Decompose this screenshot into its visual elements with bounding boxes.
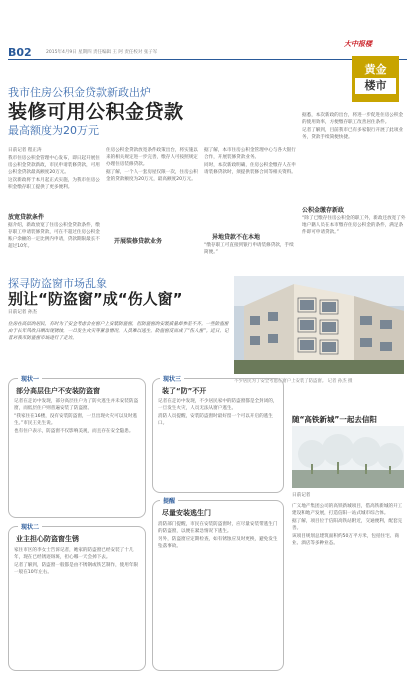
paragraph: 我市住房公积金管理中心发布，即日起开展住房公积金贷款新政，市民申请装修贷款，可用公积金贷款最高额度20万元。 — [8, 156, 100, 175]
story1-subhead-a: 放宽贷款条件 — [8, 214, 45, 221]
story2-kicker: 探寻防盗窗市场乱象 — [8, 277, 107, 290]
story1-kicker: 我市住房公积金贷款新政出炉 — [8, 86, 151, 99]
paragraph: 据了解，本市住房公积金管理中心与各大银行合作，开展装修贷款业务。 — [204, 148, 296, 160]
story1-subtitle: 最高额度为20万元 — [8, 124, 99, 137]
paragraph: 记者了解到，防盗窗一般都是由不锈钢或铁艺制作，使用年限一般在10年左右。 — [14, 563, 139, 575]
box4-body — [158, 521, 280, 551]
paragraph: 家住市区的李女士告诉记者，她家的防盗窗已经安装了十几年，现在已经锈迹斑斑，担心哪一天会掉下去。 — [14, 548, 134, 560]
box3-tag: 现状三 — [160, 374, 184, 383]
story1-title: 装修可用公积金贷款 — [8, 101, 184, 123]
story1-col3 — [204, 147, 298, 177]
paragraph: 消防部门提醒，市民在安装防盗窗时，应尽量安装带逃生门的防盗窗，以便在紧急情况下逃生。 — [158, 522, 278, 534]
photo-caption: 不少居民为了安全考虑在窗户上安装了防盗窗。 记者 孙杰 摄 — [234, 379, 353, 384]
paragraph: 据悉，本次新政的出台，将进一步促进住房公积金的使用效率，方便缴存职工改善居住条件。 — [302, 113, 404, 125]
section-line-2: 楼市 — [355, 78, 396, 94]
paragraph: 也有住户表示，防盗窗不仅影响美观，而且存在安全隐患。 — [14, 429, 134, 434]
box1-tag: 现状一 — [18, 374, 42, 383]
page-info: 2015年4月9日 星期四 责任编辑 王 阿 责任校对 张子军 — [46, 50, 158, 55]
box3-body — [158, 398, 280, 428]
box2-head: 业主担心防盗窗生锈 — [16, 535, 79, 543]
paragraph: 记者了解到，目前我市已有多家银行开展了此项业务，贷款手续简便快捷。 — [302, 128, 404, 140]
box2-body — [14, 547, 142, 577]
story1-subhead-c: 异地贷款不在本地 — [212, 234, 261, 241]
box2-tag: 现状二 — [18, 522, 42, 531]
paragraph: “缴存职工可直接到银行申请装修贷款，手续简便。” — [204, 243, 294, 255]
tree-photo — [292, 426, 404, 488]
paragraph: 广义地产集团公司的高铁新城项目，借高铁新城的开工建设和地产发展，打造信阳一站式城市综合体。 — [292, 504, 403, 516]
paragraph: 这次新政将于本月起正式实施，为我市住房公积金缴存职工提供了更多便利。 — [8, 178, 100, 190]
paragraph: 记者在走访中发现，不少居民家中的防盗窗都是全封闭的，一旦发生火灾，人员无法从窗户逃生。 — [158, 399, 278, 411]
story3-title: 随“高铁新城”一起去信阳 — [292, 415, 377, 424]
paragraph: 据介绍，新政放宽了住房公积金贷款条件，缴存职工申请装修贷款，可在不超过住房公积金账户余额的一定比例内申请，贷款期限最长不超过10年。 — [8, 223, 100, 249]
paragraph: “我家住在16楼，没有安装防盗窗，一旦出现火灾可以及时逃生。”市民王先生说。 — [14, 414, 138, 426]
paragraph: 住房公积金贷款放宽条件政策出台，将实施以来的相关规定进一步完善，缴存人可按照规定办理住房装修贷款。 — [106, 148, 198, 167]
story1-col2 — [106, 147, 200, 184]
story1-subhead-b: 开展装修贷款业务 — [114, 238, 163, 245]
box3-head: 装了“防”不开 — [162, 387, 207, 395]
paragraph: 同时，本次新政明确，住房公积金缴存人在申请装修贷款时，须提供装修合同等相关资料。 — [204, 163, 296, 175]
newspaper-logo: 大中报楼 — [344, 40, 372, 48]
paragraph: “除了已缴存住房公积金的职工外，新政还放宽了外地户籍人员在本市缴存住房公积金的条件，满足条件即可申请贷款。” — [302, 216, 406, 235]
story2-byline: 日前记者 孙杰 — [8, 310, 38, 315]
page-code: B02 — [8, 46, 32, 59]
box4-head: 尽量安装逃生门 — [162, 509, 211, 517]
building-photo-image — [234, 276, 404, 374]
box1-body — [14, 398, 142, 436]
paragraph: 该项目规划总建筑面积约50万平方米，包括住宅、商业、酒店等多种业态。 — [292, 534, 399, 546]
story1-col1b — [8, 222, 102, 251]
paragraph: 据了解，一个人一套房屋仅限一次，住房公积金的贷款额度为20万元，最高额度20万元。 — [106, 170, 198, 182]
story2-title: 别让“防盗窗”成“伤人窗” — [8, 290, 183, 308]
section-line-1: 黄金 — [364, 63, 387, 76]
building-photo — [234, 276, 404, 374]
paragraph: 日前记者 程正涛 — [8, 148, 42, 153]
box1-head: 部分高层住户不安装防盗窗 — [16, 387, 100, 395]
story3-byline: 日前记者 — [292, 493, 311, 498]
paragraph: 记者在走访中发现，部分高层住户为了防火逃生并未安装防盗窗，而低层住户则普遍安装了防盗窗。 — [14, 399, 139, 411]
paragraph: 消防人员提醒，安装防盗窗时最好留一个可以开启的逃生口。 — [158, 414, 273, 426]
tree-photo-image — [292, 426, 404, 488]
story1-col1 — [8, 147, 102, 192]
story3-body — [292, 503, 406, 548]
story1-col4b — [302, 215, 406, 237]
story1-col4 — [302, 112, 406, 142]
box4-tag: 提醒 — [160, 496, 178, 505]
section-tag — [352, 56, 399, 102]
paragraph: 另外，防盗窗应定期检查，如有锈蚀应及时更换，避免发生坠落事故。 — [158, 537, 278, 549]
story2-intro: 住房在高层的居民，有时为了安全考虑会在窗户上安装防盗窗，但防盗窗的安装质量却参差不齐。一些防盗窗由于长年风吹日晒出现锈蚀，一旦发生火灾等紧急情况，人员难以逃生，防盗窗反而成了“伤人窗”。近日，记者对我市防盗窗市场进行了走访。 — [8, 322, 229, 341]
story1-col3b — [204, 242, 298, 257]
story1-subhead-d: 公积金缴存新政 — [302, 207, 345, 214]
paragraph: 据了解，项目位于信阳高铁站附近，交通便利，配套完善。 — [292, 519, 403, 531]
